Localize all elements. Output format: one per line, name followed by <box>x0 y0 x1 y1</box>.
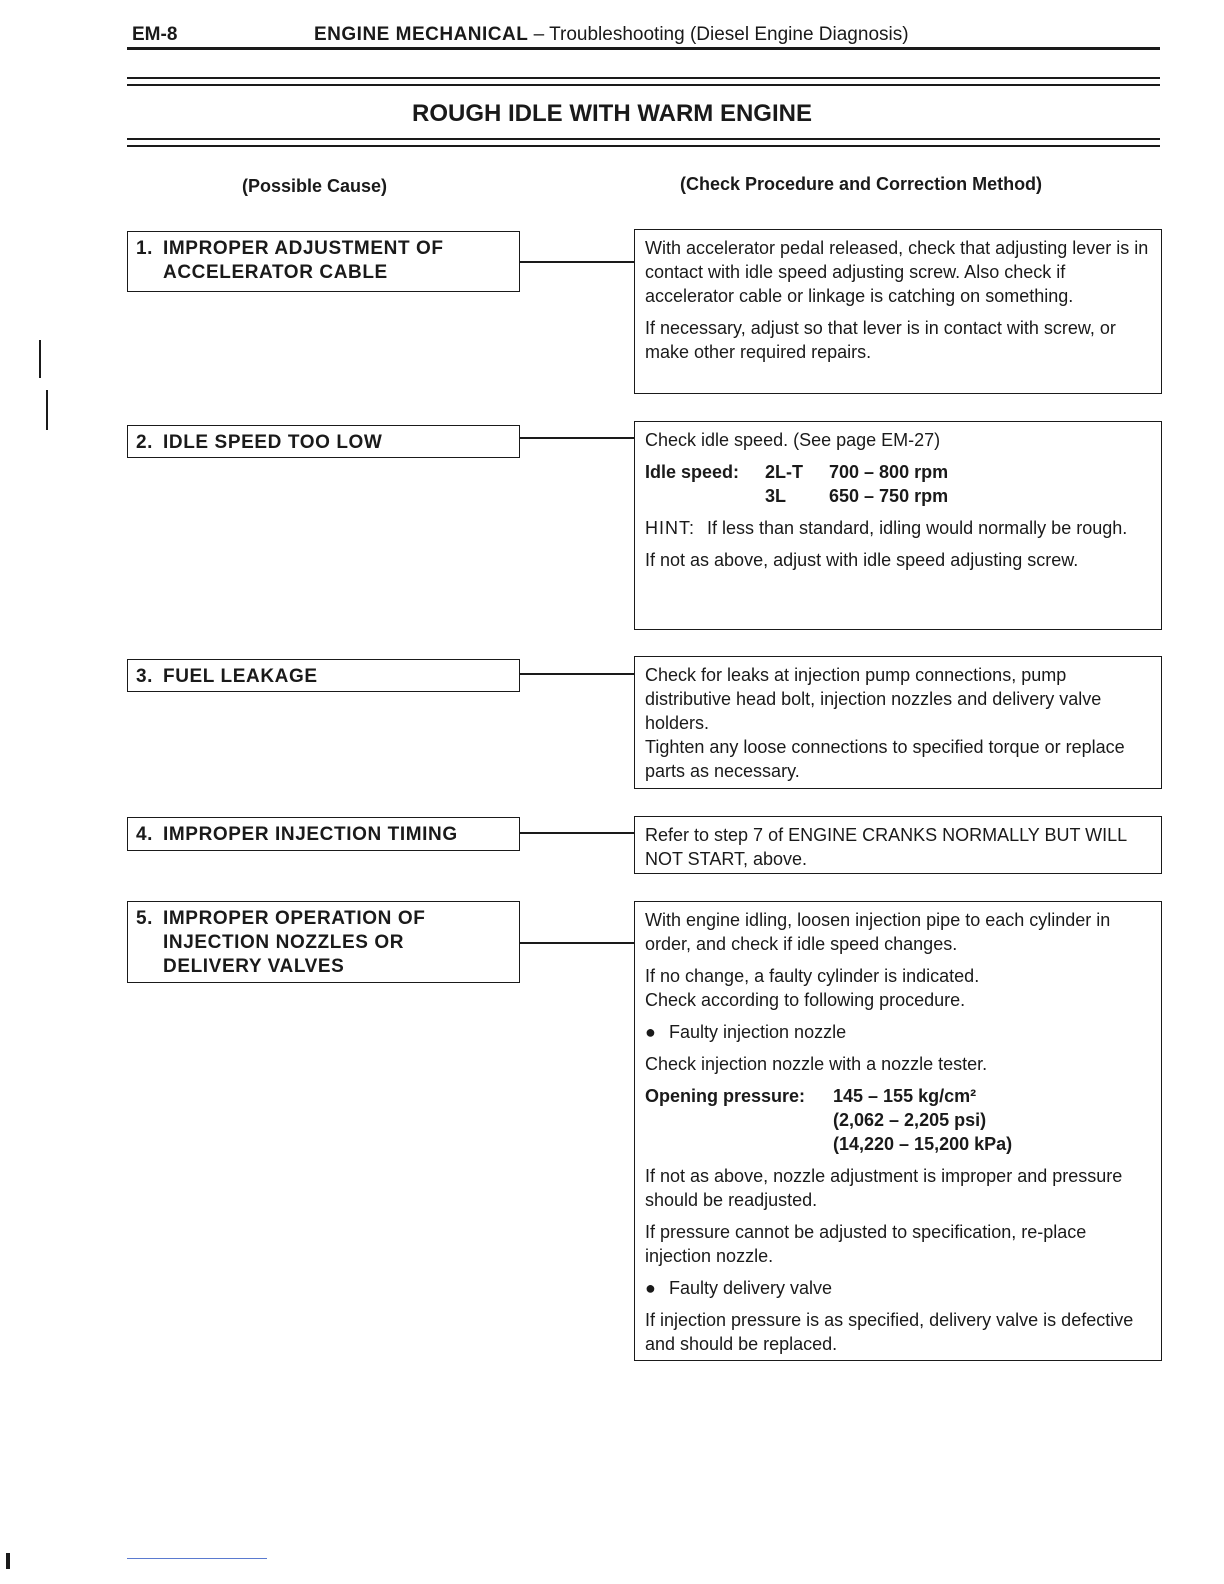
procedure-text: Check for leaks at injection pump connections, pump distributive head bolt, injection nozzles and delivery valve holders. <box>645 665 1102 733</box>
spec-model: 2L-T <box>765 462 803 482</box>
cause-text: IMPROPER ADJUSTMENT OF <box>163 238 444 259</box>
margin-mark <box>6 1553 10 1569</box>
procedure-box-2 <box>634 421 1162 630</box>
opening-pressure-spec <box>645 1084 1012 1156</box>
procedure-text: Tighten any loose connections to specified torque or replace parts as necessary. <box>645 737 1125 781</box>
procedure-text: If not as above, adjust with idle speed adjusting screw. <box>645 550 1079 570</box>
procedure-text: If no change, a faulty cylinder is indicated. <box>645 966 980 986</box>
hint-text: If less than standard, idling would normally be rough. <box>707 518 1128 538</box>
cause-number: 4. <box>136 824 154 845</box>
cause-number: 1. <box>136 238 154 259</box>
cause-text: IDLE SPEED TOO LOW <box>163 432 383 453</box>
spec-model: 3L <box>765 486 787 506</box>
procedure-text: Check injection nozzle with a nozzle tester. <box>645 1054 988 1074</box>
bullet-text: Faulty delivery valve <box>669 1278 833 1298</box>
cause-number: 3. <box>136 666 154 687</box>
procedure-text: Check idle speed. (See page EM-27) <box>645 430 941 450</box>
connector-line <box>520 832 634 834</box>
spec-value: 145 – 155 kg/cm² <box>833 1086 977 1106</box>
spec-value: 650 – 750 rpm <box>829 486 949 506</box>
procedure-text: If not as above, nozzle adjustment is improper and pressure should be readjusted. <box>645 1166 1123 1210</box>
cause-box-5 <box>127 901 520 983</box>
spec-label: Opening pressure: <box>645 1086 806 1106</box>
cause-text: FUEL LEAKAGE <box>163 666 318 687</box>
cause-box-2 <box>127 425 520 458</box>
hint-label: HINT: <box>645 518 695 538</box>
procedure-box-1 <box>634 229 1162 394</box>
page-header-title <box>314 24 909 46</box>
spec-value: (14,220 – 15,200 kPa) <box>833 1134 1013 1154</box>
margin-mark <box>39 340 41 378</box>
bullet-icon: ● <box>645 1022 656 1042</box>
spec-value: 700 – 800 rpm <box>829 462 949 482</box>
cause-box-3 <box>127 659 520 692</box>
procedure-text: Check according to following procedure. <box>645 990 966 1010</box>
cause-number: 2. <box>136 432 154 453</box>
title-rule-top-1 <box>127 77 1160 79</box>
procedure-text: Refer to step 7 of ENGINE CRANKS NORMALLY BUT WILL NOT START, above. <box>645 825 1127 869</box>
section-name: ENGINE MECHANICAL <box>314 24 529 45</box>
procedure-box-4 <box>634 816 1162 874</box>
cause-box-4 <box>127 817 520 851</box>
section-title: ROUGH IDLE WITH WARM ENGINE <box>412 100 812 127</box>
procedure-text: With accelerator pedal released, check that adjusting lever is in contact with idle speed adjusting screw. Also check if accelerator cable or linkage is catching on something. <box>645 238 1149 306</box>
title-rule-bottom-1 <box>127 138 1160 140</box>
connector-line <box>520 437 634 439</box>
subsection-name: – Troubleshooting (Diesel Engine Diagnosis) <box>533 24 909 45</box>
spec-label: Idle speed: <box>645 462 740 482</box>
margin-mark <box>46 390 48 430</box>
procedure-column-heading: (Check Procedure and Correction Method) <box>680 174 1043 194</box>
procedure-box-5 <box>634 901 1162 1361</box>
cause-number: 5. <box>136 908 154 929</box>
page-code: EM-8 <box>132 24 178 45</box>
spec-value: (2,062 – 2,205 psi) <box>833 1110 987 1130</box>
cause-text: IMPROPER INJECTION TIMING <box>163 824 458 845</box>
cause-text: DELIVERY VALVES <box>163 956 345 977</box>
cause-box-1 <box>127 231 520 292</box>
margin-mark <box>127 1558 267 1559</box>
cause-text: ACCELERATOR CABLE <box>163 262 388 283</box>
procedure-text: With engine idling, loosen injection pipe to each cylinder in order, and check if idle speed changes. <box>645 910 1111 954</box>
cause-text: IMPROPER OPERATION OF <box>163 908 426 929</box>
idle-speed-spec <box>645 460 948 508</box>
title-rule-bottom-2 <box>127 145 1160 147</box>
bullet-icon: ● <box>645 1278 656 1298</box>
connector-line <box>520 673 634 675</box>
procedure-text: If injection pressure is as specified, delivery valve is defective and should be replaced. <box>645 1310 1134 1354</box>
title-rule-top-2 <box>127 84 1160 86</box>
connector-line <box>520 261 634 263</box>
header-rule <box>127 47 1160 50</box>
connector-line <box>520 942 634 944</box>
bullet-text: Faulty injection nozzle <box>669 1022 847 1042</box>
cause-text: INJECTION NOZZLES OR <box>163 932 405 953</box>
cause-column-heading: (Possible Cause) <box>242 176 388 196</box>
procedure-text: If pressure cannot be adjusted to specification, re-place injection nozzle. <box>645 1222 1087 1266</box>
procedure-text: If necessary, adjust so that lever is in contact with screw, or make other required repairs. <box>645 318 1116 362</box>
procedure-box-3 <box>634 656 1162 789</box>
